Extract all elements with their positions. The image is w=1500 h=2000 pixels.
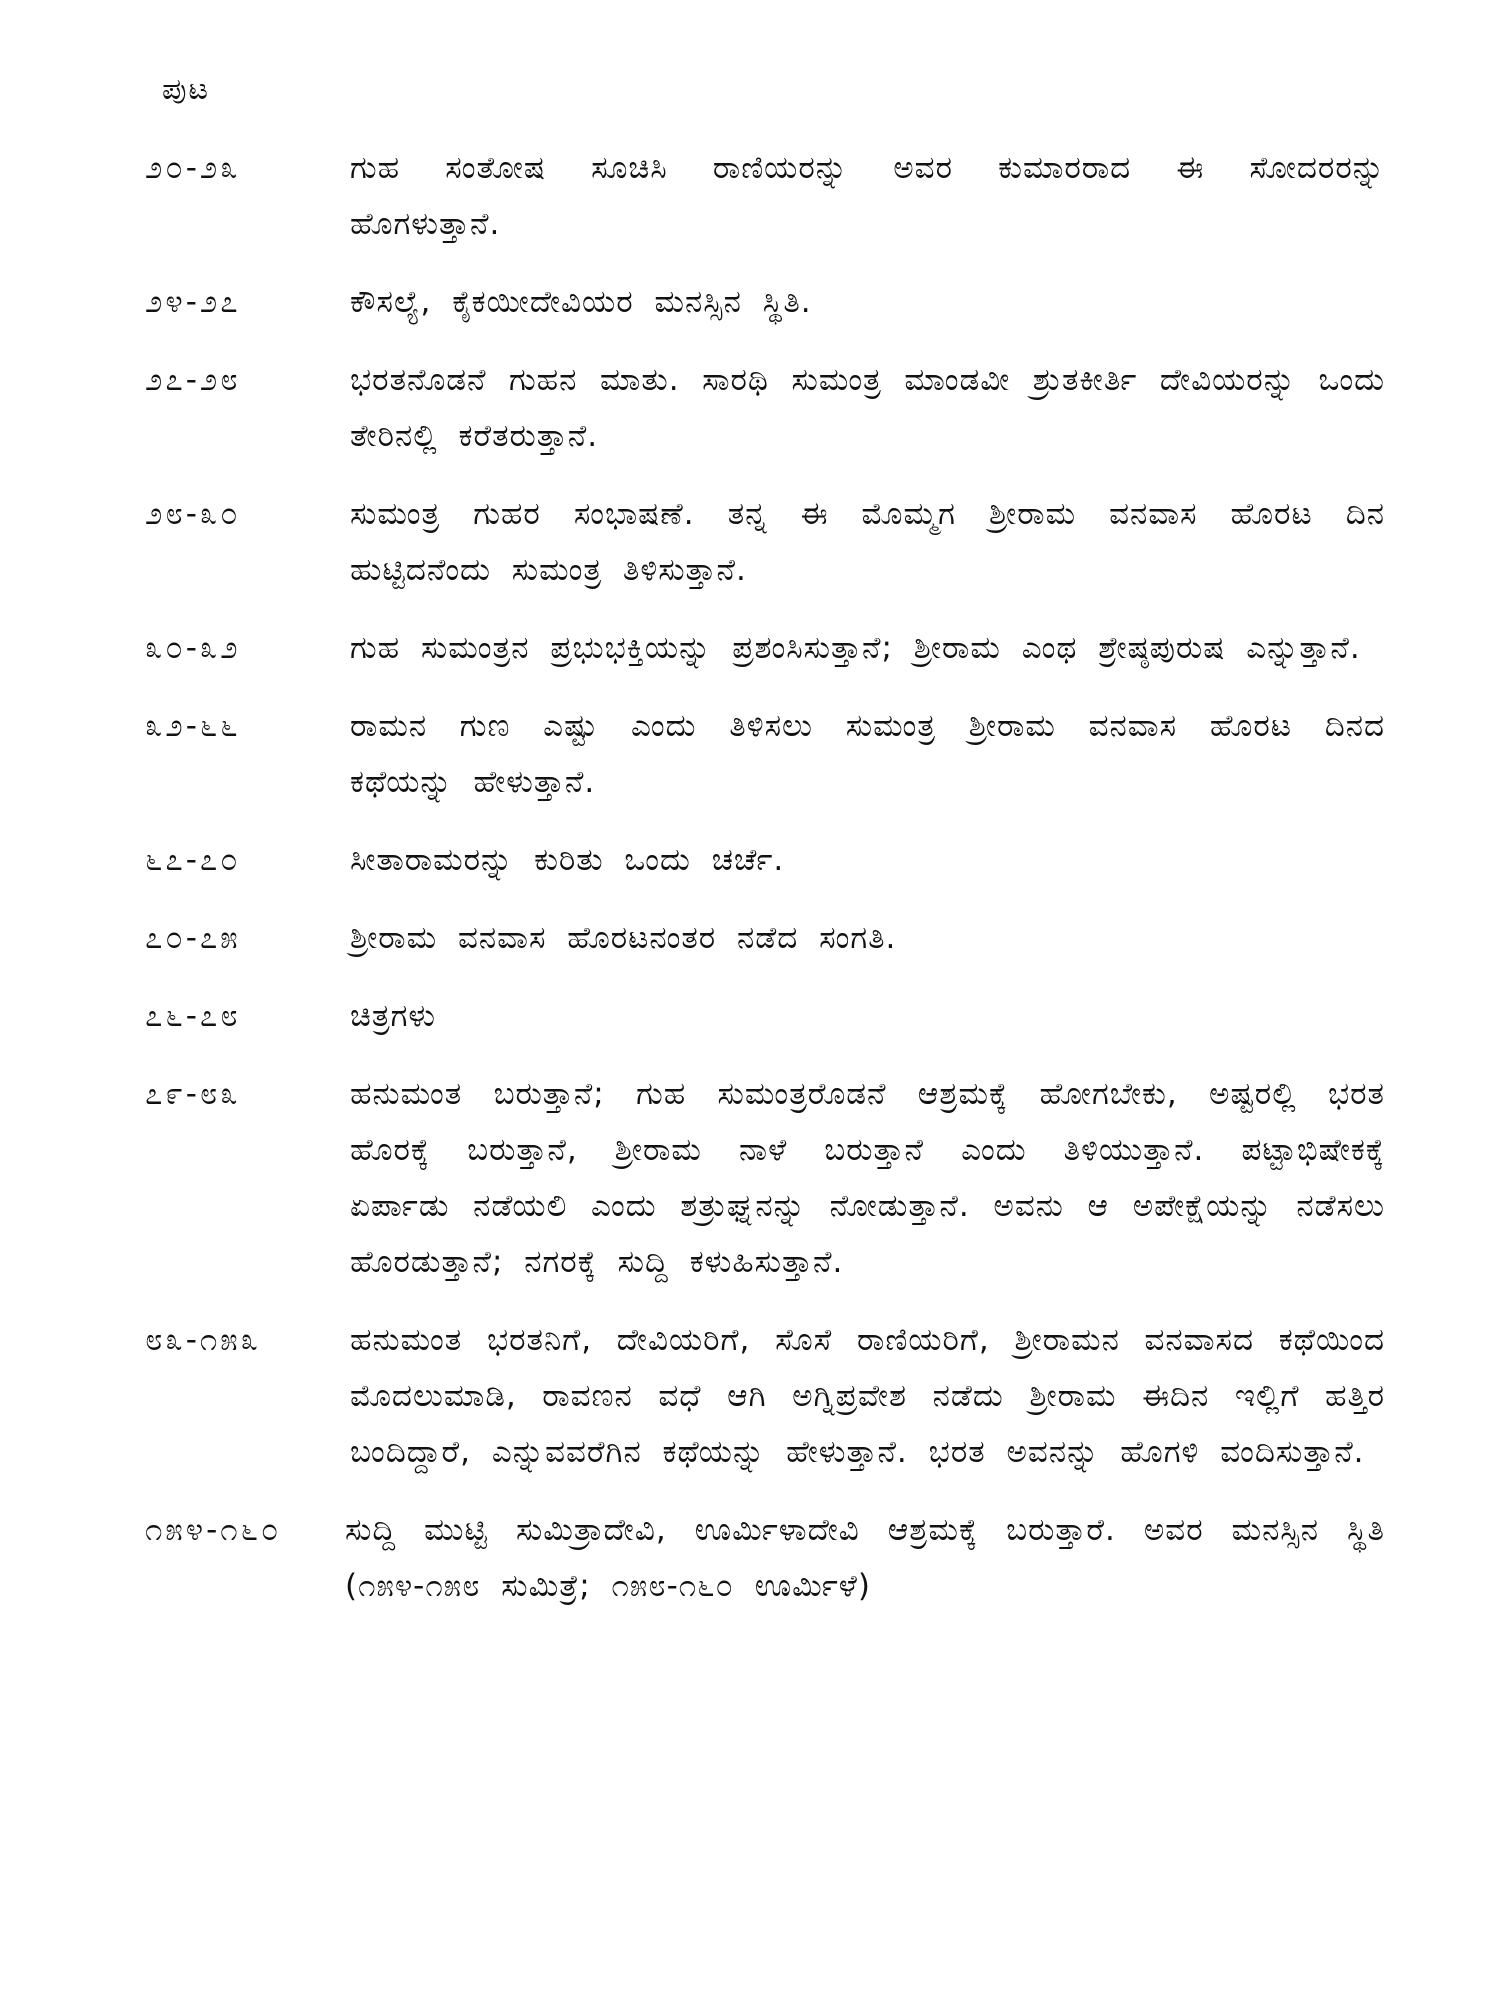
contents-entry (145, 274, 1385, 330)
contents-entry (145, 352, 1385, 464)
page-range: ೭೬-೭೮ (145, 998, 241, 1034)
page-range: ೨೪-೨೭ (145, 284, 241, 320)
contents-entry (145, 486, 1385, 598)
contents-entry (145, 1502, 1385, 1614)
page-range: ೨೦-೨೩ (145, 150, 241, 186)
page-column-header: ಪುಟ (162, 72, 211, 107)
page-range: ೩೨-೬೬ (145, 708, 241, 744)
entry-description: ಕೌಸಲ್ಯೆ, ಕೈಕಯೀದೇವಿಯರ ಮನಸ್ಸಿನ ಸ್ಥಿತಿ. (350, 284, 812, 320)
entry-description: ಚಿತ್ರಗಳು (350, 998, 437, 1034)
contents-entry (145, 1312, 1385, 1480)
contents-entry (145, 832, 1385, 888)
entry-description: ಗುಹ ಸಂತೋಷ ಸೂಚಿಸಿ ರಾಣಿಯರನ್ನು ಅವರ ಕುಮಾರರಾದ ಈ ಸೋದರರನ್ನು ಹೊಗಳುತ್ತಾನೆ. (350, 150, 1385, 242)
entry-description: ಭರತನೊಡನೆ ಗುಹನ ಮಾತು. ಸಾರಥಿ ಸುಮಂತ್ರ ಮಾಂಡವೀ ಶ್ರುತಕೀರ್ತಿ ದೇವಿಯರನ್ನು ಒಂದು ತೇರಿನಲ್ಲಿ ಕರೆತರುತ್ತಾನೆ. (350, 362, 1385, 454)
entry-description: ಸುಮಂತ್ರ ಗುಹರ ಸಂಭಾಷಣೆ. ತನ್ನ ಈ ಮೊಮ್ಮಗ ಶ್ರೀರಾಮ ವನವಾಸ ಹೊರಟ ದಿನ ಹುಟ್ಟಿದನೆಂದು ಸುಮಂತ್ರ ತಿಳಿಸುತ್ತಾನೆ. (350, 496, 1385, 588)
contents-entry (145, 698, 1385, 810)
page-range: ೮೩-೧೫೩ (145, 1322, 261, 1358)
page-range: ೧೫೪-೧೬೦ (145, 1512, 282, 1548)
page-range: ೨೭-೨೮ (145, 362, 241, 398)
contents-entry (145, 910, 1385, 966)
entry-description: ರಾಮನ ಗುಣ ಎಷ್ಟು ಎಂದು ತಿಳಿಸಲು ಸುಮಂತ್ರ ಶ್ರೀರಾಮ ವನವಾಸ ಹೊರಟ ದಿನದ ಕಥೆಯನ್ನು ಹೇಳುತ್ತಾನೆ. (350, 708, 1385, 800)
entry-description: ಶ್ರೀರಾಮ ವನವಾಸ ಹೊರಟನಂತರ ನಡೆದ ಸಂಗತಿ. (350, 920, 897, 956)
contents-entry (145, 620, 1385, 676)
entry-description: ಸೀತಾರಾಮರನ್ನು ಕುರಿತು ಒಂದು ಚರ್ಚೆ. (350, 842, 785, 878)
page-range: ೨೮-೩೦ (145, 496, 241, 532)
contents-entry (145, 140, 1385, 252)
contents-entry (145, 1066, 1385, 1290)
contents-entry (145, 988, 1385, 1044)
page-range: ೭೯-೮೩ (145, 1076, 241, 1112)
entry-description: ಗುಹ ಸುಮಂತ್ರನ ಪ್ರಭುಭಕ್ತಿಯನ್ನು ಪ್ರಶಂಸಿಸುತ್ತಾನೆ; ಶ್ರೀರಾಮ ಎಂಥ ಶ್ರೇಷ್ಠಪುರುಷ ಎನ್ನುತ್ತಾನೆ. (350, 630, 1361, 666)
contents-list (145, 140, 1385, 1636)
page-range: ೬೭-೭೦ (145, 842, 241, 878)
entry-description: ಸುದ್ದಿ ಮುಟ್ಟಿ ಸುಮಿತ್ರಾದೇವಿ, ಊರ್ಮಿಳಾದೇವಿ ಆಶ್ರಮಕ್ಕೆ ಬರುತ್ತಾರೆ. ಅವರ ಮನಸ್ಸಿನ ಸ್ಥಿತಿ (೧೫೪-೧೫೮ ಸುಮಿತ್ರೆ; ೧೫೮-೧೬೦ ಊರ್ಮಿಳೆ) (345, 1512, 1385, 1604)
entry-description: ಹನುಮಂತ ಭರತನಿಗೆ, ದೇವಿಯರಿಗೆ, ಸೊಸೆ ರಾಣಿಯರಿಗೆ, ಶ್ರೀರಾಮನ ವನವಾಸದ ಕಥೆಯಿಂದ ಮೊದಲುಮಾಡಿ, ರಾವಣನ ವಧೆ ಆಗಿ ಅಗ್ನಿಪ್ರವೇಶ ನಡೆದು ಶ್ರೀರಾಮ ಈದಿನ ಇಲ್ಲಿಗೆ ಹತ್ತಿರ ಬಂದಿದ್ದಾರೆ, ಎನ್ನುವವರೆಗಿನ ಕಥೆಯನ್ನು ಹೇಳುತ್ತಾನೆ. ಭರತ ಅವನನ್ನು ಹೊಗಳಿ ವಂದಿಸುತ್ತಾನೆ. (350, 1322, 1385, 1470)
entry-description: ಹನುಮಂತ ಬರುತ್ತಾನೆ; ಗುಹ ಸುಮಂತ್ರರೊಡನೆ ಆಶ್ರಮಕ್ಕೆ ಹೋಗಬೇಕು, ಅಷ್ಟರಲ್ಲಿ ಭರತ ಹೊರಕ್ಕೆ ಬರುತ್ತಾನೆ, ಶ್ರೀರಾಮ ನಾಳೆ ಬರುತ್ತಾನೆ ಎಂದು ತಿಳಿಯುತ್ತಾನೆ. ಪಟ್ಟಾಭಿಷೇಕಕ್ಕೆ ಏರ್ಪಾಡು ನಡೆಯಲಿ ಎಂದು ಶತ್ರುಘ್ನನನ್ನು ನೋಡುತ್ತಾನೆ. ಅವನು ಆ ಅಪೇಕ್ಷೆಯನ್ನು ನಡೆಸಲು ಹೊರಡುತ್ತಾನೆ; ನಗರಕ್ಕೆ ಸುದ್ದಿ ಕಳುಹಿಸುತ್ತಾನೆ. (350, 1076, 1385, 1280)
page-range: ೭೦-೭೫ (145, 920, 241, 956)
page-range: ೩೦-೩೨ (145, 630, 241, 666)
